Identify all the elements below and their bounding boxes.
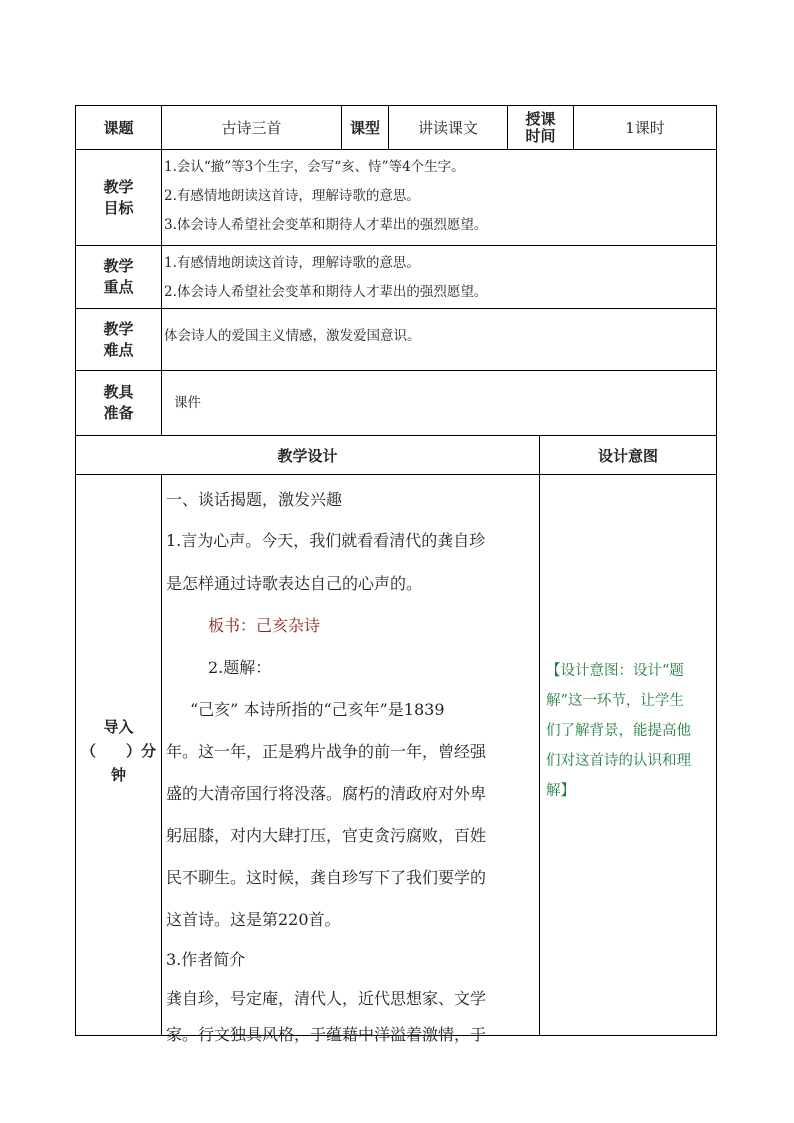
board-writing: 板书：己亥杂诗 [208, 616, 321, 635]
body-line: 龚自珍，号定庵，清代人，近代思想家、文学 [166, 989, 487, 1008]
key-point-item: 1.有感情地朗读这首诗，理解诗歌的意思。 [164, 255, 420, 271]
objectives-label-line-1: 教学 [103, 177, 134, 196]
body-line: 民不聊生。这时候，龚自珍写下了我们要学的 [166, 868, 487, 887]
difficulties-label-line-1: 教学 [103, 319, 134, 338]
materials-label [76, 371, 161, 435]
intent-line: 解】 [546, 783, 575, 799]
key-point-item: 2.体会诗人希望社会变革和期待人才辈出的强烈愿望。 [164, 284, 488, 300]
key-points-list [162, 249, 716, 308]
intent-line: 解”这一环节，让学生 [546, 693, 684, 709]
materials-label-line-1: 教具 [103, 383, 134, 401]
design-intent [542, 656, 716, 816]
materials-label-line-2: 准备 [103, 404, 134, 422]
time-label-line-2: 时间 [525, 126, 556, 145]
topic-label: 课题 [103, 119, 134, 137]
difficulties-label-line-2: 难点 [103, 340, 134, 359]
intent-line: 们了解背景，能提高他 [546, 723, 691, 739]
section-body [162, 475, 539, 1044]
materials-text: 课件 [174, 394, 201, 411]
type-value: 讲读课文 [417, 119, 478, 137]
key-points-label [76, 246, 161, 308]
body-line: 这首诗。这是第220首。 [166, 910, 341, 929]
body-line: 家。行文独具风格，于蕴藉中洋溢着激情，于 [166, 1025, 487, 1044]
section-label-line-1: 导入 [103, 718, 134, 736]
row-divider [76, 245, 716, 246]
type-label: 课型 [349, 119, 380, 137]
key-points-label-line-2: 重点 [103, 278, 134, 296]
lesson-plan-table [75, 105, 717, 1044]
time-label [508, 106, 573, 149]
section-label [76, 706, 161, 796]
body-line: 3.作者简介 [166, 950, 246, 969]
body-line: 2.题解： [208, 658, 272, 677]
design-header-left: 教学设计 [277, 446, 338, 465]
body-line: 年。这一年，正是鸦片战争的前一年，曾经强 [166, 742, 487, 761]
intent-line: 们对这首诗的认识和理 [546, 753, 691, 769]
section-label-line-3: 钟 [110, 766, 126, 784]
objectives-label [76, 150, 161, 245]
body-line: 躬屈膝，对内大肆打压，官吏贪污腐败，百姓 [166, 826, 487, 845]
body-line: 盛的大清帝国行将没落。腐朽的清政府对外卑 [166, 784, 487, 803]
objectives-list [162, 153, 716, 245]
col-divider [539, 435, 540, 1035]
intent-line: 【设计意图：设计“题 [546, 663, 684, 679]
row-divider [76, 149, 716, 150]
objective-item: 2.有感情地朗读这首诗，理解诗歌的意思。 [164, 188, 420, 204]
objective-item: 3.体会诗人希望社会变革和期待人才辈出的强烈愿望。 [164, 217, 488, 233]
objectives-label-line-2: 目标 [103, 198, 134, 217]
body-line: “己亥” 本诗所指的“己亥年”是1839 [190, 700, 445, 719]
body-line: 1.言为心声。今天，我们就看看清代的龚自珍 [166, 531, 486, 550]
key-points-label-line-1: 教学 [103, 257, 134, 275]
body-heading: 一、谈话揭题，激发兴趣 [166, 490, 343, 509]
difficulties-label [76, 309, 161, 370]
objective-item: 1.会认“撤”等3个生字，会写“亥、恃”等4个生字。 [164, 159, 465, 175]
body-line: 是怎样通过诗歌表达自己的心声的。 [166, 574, 423, 593]
time-value: 1课时 [625, 119, 665, 137]
difficulties-text: 体会诗人的爱国主义情感，激发爱国意识。 [164, 328, 421, 344]
topic-value: 古诗三首 [221, 119, 282, 137]
section-label-line-2: （ ）分 [80, 742, 156, 760]
design-header-right: 设计意图 [597, 446, 658, 465]
time-label-line-1: 授课 [525, 109, 556, 128]
